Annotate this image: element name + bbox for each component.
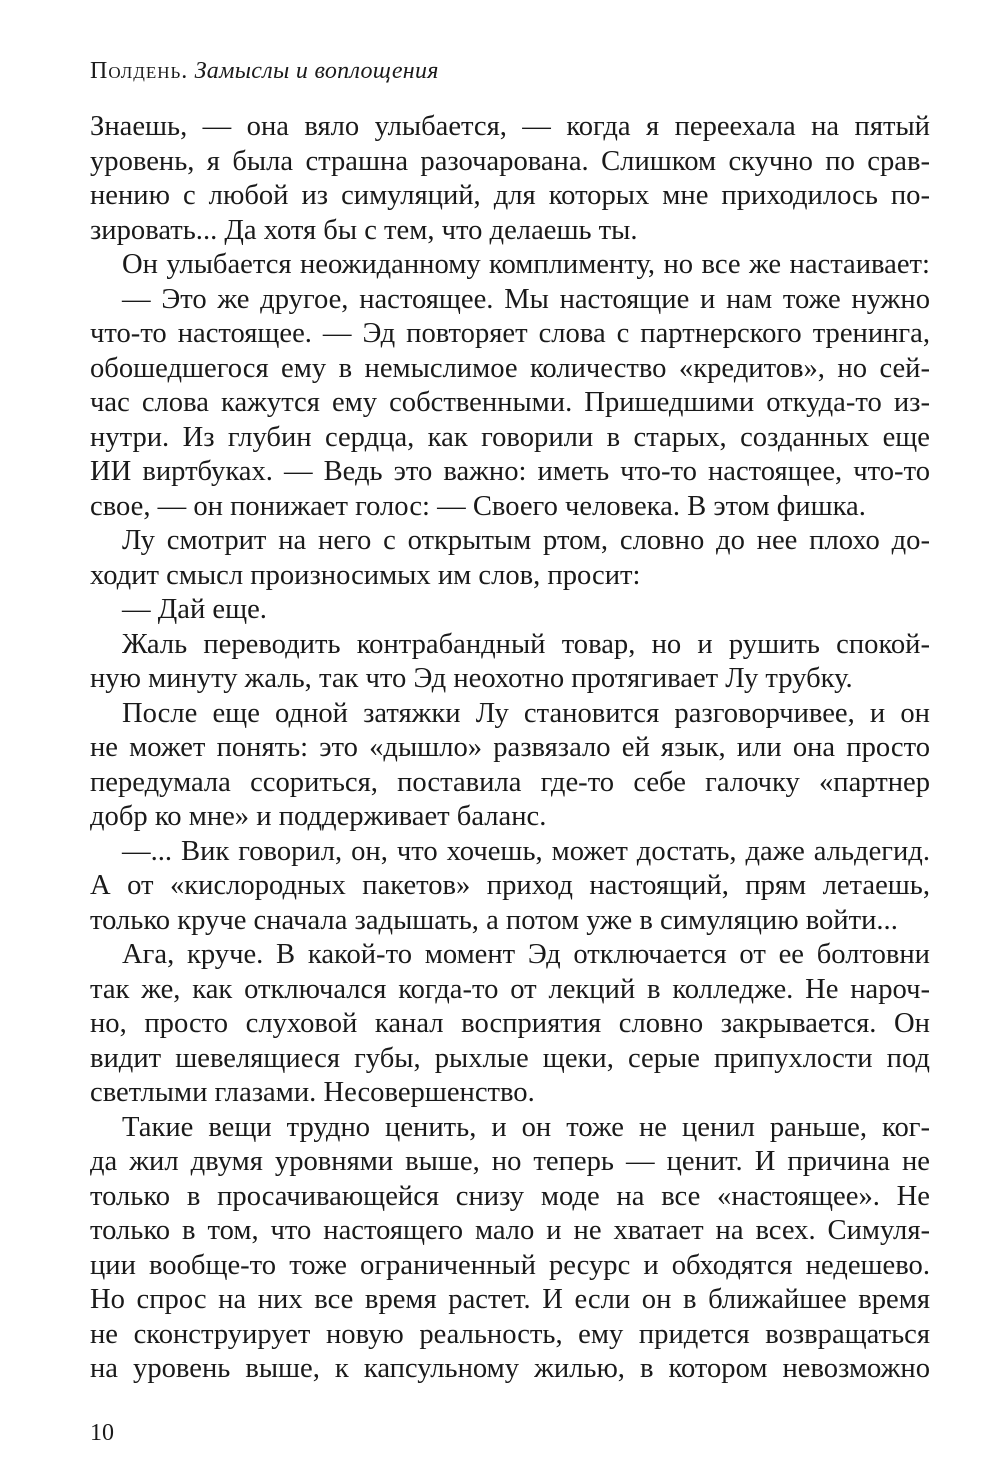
text-line: А от «кислородных пакетов» приход настоящий, прям летаешь, bbox=[90, 870, 930, 901]
text-line: После еще одной затяжки Лу становится разговорчивее, и он bbox=[122, 697, 930, 729]
text-line: Лу смотрит на него с открытым ртом, словно до нее плохо до- bbox=[122, 525, 930, 556]
text-line: добр ко мне» и поддерживает баланс. bbox=[90, 801, 547, 832]
text-line: —... Вик говорил, он, что хочешь, может достать, даже альдегид. bbox=[122, 835, 930, 867]
text-line: только в том, что настоящего мало и не хватает на всех. Симуля- bbox=[90, 1215, 930, 1246]
text-line: нутри. Из глубин сердца, как говорили в старых, созданных еще bbox=[90, 421, 930, 453]
text-line: уровень, я была страшна разочарована. Слишком скучно по срав- bbox=[90, 145, 930, 177]
text-line: ИИ виртбуках. — Ведь это важно: иметь что-то настоящее, что-то bbox=[90, 456, 930, 487]
text-line: Он улыбается неожиданному комплименту, но все же настаивает: bbox=[122, 249, 930, 280]
text-line: только круче сначала задышать, а потом уже в симуляцию войти... bbox=[90, 904, 898, 936]
text-line: так же, как отключался когда-то от лекций в колледже. Не нароч- bbox=[90, 973, 930, 1005]
running-head-chapter: Замыслы и воплощения bbox=[194, 58, 439, 84]
text-line: зировать... Да хотя бы с тем, что делаешь ты. bbox=[90, 214, 638, 246]
running-head bbox=[90, 58, 439, 85]
body-text bbox=[90, 110, 930, 1387]
text-line: но, просто слуховой канал восприятия словно закрывается. Он bbox=[90, 1008, 930, 1039]
text-line: — Дай еще. bbox=[122, 594, 267, 625]
text-line: ходит смысл произносимых им слов, просит: bbox=[90, 559, 641, 591]
text-line: Знаешь, — она вяло улыбается, — когда я переехала на пятый bbox=[90, 111, 930, 142]
text-line: свое, — он понижает голос: — Своего человека. В этом фишка. bbox=[90, 490, 866, 522]
text-line: Такие вещи трудно ценить, и он тоже не ценил раньше, ког- bbox=[122, 1111, 930, 1143]
text-line: не сконструирует новую реальность, ему придется возвращаться bbox=[90, 1318, 930, 1350]
text-line: светлыми глазами. Несовершенство. bbox=[90, 1077, 535, 1108]
page-number: 10 bbox=[90, 1420, 114, 1446]
text-line: передумала ссориться, поставила где-то себе галочку «партнер bbox=[90, 766, 930, 798]
text-line: — Это же другое, настоящее. Мы настоящие и нам тоже нужно bbox=[122, 283, 930, 315]
text-line: Жаль переводить контрабандный товар, но и рушить спокой- bbox=[122, 628, 930, 660]
text-line: нению с любой из симуляций, для которых мне приходилось по- bbox=[90, 180, 930, 211]
text-line: не может понять: это «дышло» развязало ей язык, или она просто bbox=[90, 732, 930, 763]
running-head-section: Полдень. bbox=[90, 58, 189, 84]
text-line: ную минуту жаль, так что Эд неохотно протягивает Лу трубку. bbox=[90, 663, 853, 694]
text-line: обошедшегося ему в немыслимое количество «кредитов», но сей- bbox=[90, 352, 930, 384]
text-line: час слова кажутся ему собственными. Пришедшими откуда-то из- bbox=[90, 387, 930, 418]
text-line: видит шевелящиеся губы, рыхлые щеки, серые припухлости под bbox=[90, 1042, 930, 1074]
text-line: на уровень выше, к капсульному жилью, в котором невозможно bbox=[90, 1353, 930, 1384]
text-line: только в просачивающейся снизу моде на все «настоящее». Не bbox=[90, 1180, 930, 1212]
text-line: Но спрос на них все время растет. И если он в ближайшее время bbox=[90, 1284, 930, 1315]
text-line: ции вообще-то тоже ограниченный ресурс и обходятся недешево. bbox=[90, 1249, 930, 1281]
text-line: Ага, круче. В какой-то момент Эд отключается от ее болтовни bbox=[122, 939, 930, 970]
text-line: что-то настоящее. — Эд повторяет слова с партнерского тренинга, bbox=[90, 318, 930, 349]
text-line: да жил двумя уровнями выше, но теперь — ценит. И причина не bbox=[90, 1146, 930, 1177]
